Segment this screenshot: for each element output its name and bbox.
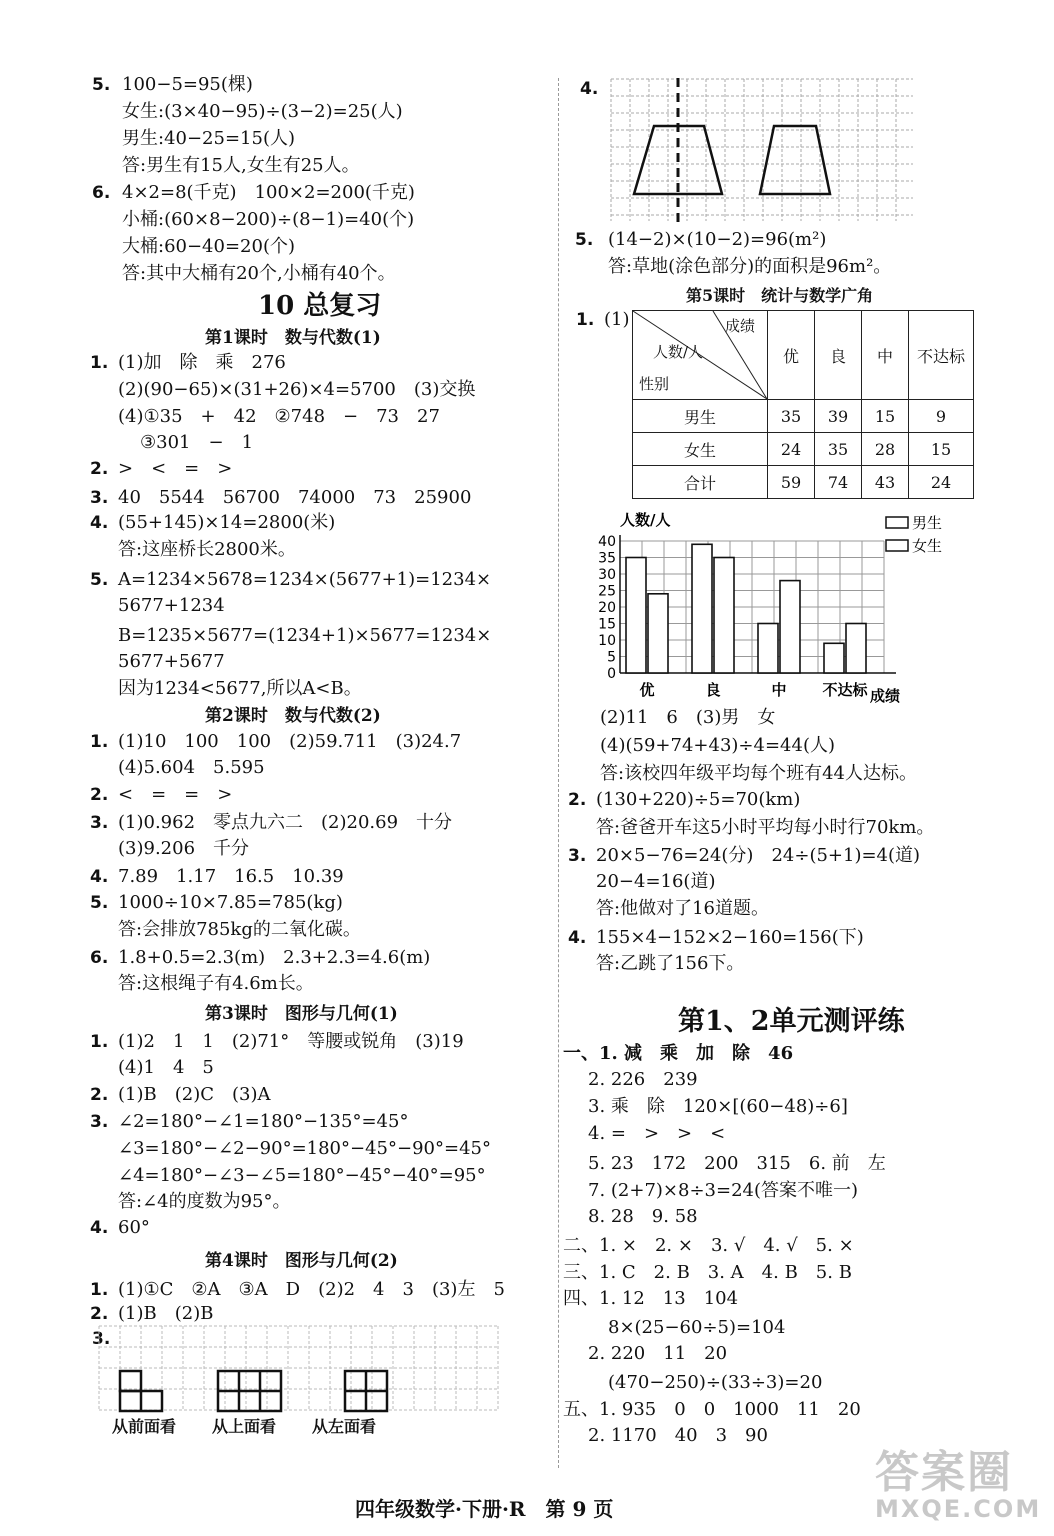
answer-line: 100−5=95(棵) (122, 74, 253, 95)
q-number: 3. (90, 1112, 109, 1132)
category-label: 不达标 (822, 681, 868, 699)
chart-ylabel: 人数/人 (620, 511, 671, 529)
y-tick-label: 5 (607, 649, 616, 666)
bar-boys (758, 624, 778, 674)
answer-line: 2. 220 11 20 (588, 1343, 728, 1364)
answer-line: 答:这座桥长2800米。 (118, 539, 296, 560)
table-cell: 9 (909, 400, 974, 433)
header-gender: 性别 (639, 375, 670, 393)
answer-line: 因为1234<5677,所以A<B。 (118, 678, 362, 699)
q-number: 4. (90, 1218, 109, 1238)
answer-line: (55+145)×14=2800(米) (118, 512, 336, 533)
answer-line: (4)(59+74+43)÷4=44(人) (600, 735, 835, 756)
answer-line: (4)1 4 5 (118, 1057, 214, 1078)
answer-line: ③301 − 1 (140, 432, 254, 453)
answer-line: 5. 23 172 200 315 6. 前 左 (588, 1153, 886, 1174)
lesson-title: 第3课时 图形与几何(1) (205, 1004, 398, 1024)
lesson-title: 第4课时 图形与几何(2) (205, 1251, 398, 1271)
q-number: 6. (90, 948, 109, 968)
answer-line: (130+220)÷5=70(km) (596, 789, 801, 810)
answer-line: (4)5.604 5.595 (118, 757, 265, 778)
view-caption: 从上面看 (212, 1417, 277, 1436)
y-tick-label: 35 (598, 550, 616, 567)
answer-line: 20×5−76=24(分) 24÷(5+1)=4(道) (596, 845, 921, 866)
answer-line: (2)11 6 (3)男 女 (600, 707, 776, 728)
lesson-title: 第1课时 数与代数(1) (205, 328, 381, 348)
watermark-logo (875, 1447, 1045, 1530)
view-caption: 从前面看 (112, 1417, 177, 1436)
q-number: 3. (90, 813, 109, 833)
answer-line: 8×(25−60÷5)=104 (608, 1317, 786, 1338)
answer-line: 4×2=8(千克) 100×2=200(千克) (122, 182, 415, 203)
bar-boys (824, 643, 844, 673)
bar-boys (692, 544, 712, 673)
legend-label-boys: 男生 (912, 514, 943, 532)
answer-line: (3)9.206 千分 (118, 838, 250, 859)
table-cell: 35 (768, 400, 815, 433)
chart-xlabel: 成绩 (870, 687, 901, 705)
answer-line: 答:其中大桶有20个,小桶有40个。 (122, 263, 396, 284)
header-score: 成绩 (725, 317, 756, 335)
q-number: 1. (90, 1032, 109, 1052)
header-people: 人数/人 (653, 343, 704, 361)
q-number: 4. (90, 867, 109, 887)
bar-girls (714, 558, 734, 674)
view-caption: 从左面看 (312, 1417, 377, 1436)
q-number: 1. (90, 353, 109, 373)
answer-line: (1)2 1 1 (2)71° 等腰或锐角 (3)19 (118, 1031, 464, 1052)
answer-line: 四、1. 12 13 104 (563, 1288, 739, 1309)
y-tick-label: 40 (598, 534, 616, 550)
answer-line: 40 5544 56700 74000 73 25900 (118, 487, 472, 508)
answer-line: 五、1. 935 0 0 1000 11 20 (563, 1399, 861, 1420)
answer-line: 答:男生有15人,女生有25人。 (122, 155, 360, 176)
answer-line: 答:爸爸开车这5小时平均每小时行70km。 (596, 817, 935, 838)
answer-line: 7. (2+7)×8÷3=24(答案不唯一) (588, 1180, 859, 1201)
answer-line: (1)B (2)C (3)A (118, 1084, 271, 1105)
answer-line: (1)加 除 乘 276 (118, 352, 286, 373)
answer-line: 三、1. C 2. B 3. A 4. B 5. B (563, 1262, 852, 1283)
col-header: 良 (815, 311, 862, 400)
answer-line: < = = > (118, 784, 233, 805)
q-number: 1. (90, 732, 109, 752)
y-tick-label: 20 (598, 600, 616, 616)
table-cell: 24 (909, 466, 974, 499)
watermark-line2: MXQE.COM (875, 1495, 1042, 1523)
answer-line: (4)①35 + 42 ②748 − 73 27 (118, 406, 440, 427)
q-number: 6. (92, 183, 111, 203)
answer-line: 答:乙跳了156下。 (596, 953, 745, 974)
q-number: 1. (90, 1280, 109, 1300)
table-cell: 74 (815, 466, 862, 499)
stats-table (632, 310, 974, 499)
q-number: 3. (568, 846, 587, 866)
y-tick-label: 25 (598, 583, 616, 600)
answer-line: 1.8+0.5=2.3(m) 2.3+2.3=4.6(m) (118, 947, 431, 968)
lesson-title: 第5课时 统计与数学广角 (686, 286, 874, 305)
answer-line: (1)①C ②A ③A D (2)2 4 3 (3)左 5 (118, 1279, 505, 1300)
answer-line: 答:草地(涂色部分)的面积是96m²。 (608, 256, 892, 277)
answer-line: (14−2)×(10−2)=96(m²) (608, 229, 827, 250)
answer-line: 答:会排放785kg的二氧化碳。 (118, 919, 361, 940)
answer-line: B=1235×5677=(1234+1)×5677=1234× (118, 625, 492, 646)
watermark-line1: 答案圈 (875, 1447, 1013, 1498)
answer-line: (470−250)÷(33÷3)=20 (608, 1372, 823, 1393)
answer-line: 2. 1170 40 3 90 (588, 1425, 768, 1446)
q-number: 4. (580, 79, 599, 99)
q-number: 5. (90, 893, 109, 913)
answer-line: ∠2=180°−∠1=180°−135°=45° (118, 1111, 409, 1132)
answer-line: 5677+1234 (118, 595, 225, 616)
y-tick-label: 30 (598, 567, 616, 583)
answer-line: 5677+5677 (118, 651, 225, 672)
answer-line: 答:他做对了16道题。 (596, 898, 769, 919)
q-number: 2. (90, 1304, 109, 1324)
answer-line: (1)B (2)B (118, 1303, 214, 1324)
bar-girls (780, 581, 800, 673)
answer-line: 一、1. 减 乘 加 除 46 (563, 1043, 794, 1064)
y-tick-label: 10 (598, 633, 616, 649)
answer-line: (1)10 100 100 (2)59.711 (3)24.7 (118, 731, 462, 752)
answer-line: 155×4−152×2−160=156(下) (596, 927, 864, 948)
section-title: 10 总复习 (258, 291, 382, 321)
answer-line: 答:这根绳子有4.6m长。 (118, 973, 314, 994)
q-number: 2. (90, 1085, 109, 1105)
legend-swatch-girls (886, 540, 908, 551)
answer-line: 4. = > > < (588, 1123, 726, 1144)
answer-line: (1) (604, 309, 630, 330)
table-cell: 28 (862, 433, 909, 466)
col-header: 中 (862, 311, 909, 400)
answer-line: 60° (118, 1217, 150, 1238)
answer-line: 7.89 1.17 16.5 10.39 (118, 866, 344, 887)
y-tick-label: 15 (598, 616, 616, 633)
category-label: 中 (771, 681, 787, 699)
category-label: 良 (705, 681, 721, 699)
table-cell: 15 (909, 433, 974, 466)
answer-line: (2)(90−65)×(31+26)×4=5700 (3)交换 (118, 379, 476, 400)
q-number: 5. (90, 570, 109, 590)
table-header-diagonal (633, 311, 768, 400)
column-divider (558, 78, 559, 1468)
bar-chart (590, 505, 943, 705)
row-label: 合计 (633, 466, 768, 499)
table-cell: 35 (815, 433, 862, 466)
table-cell: 59 (768, 466, 815, 499)
answer-line: 3. 乘 除 120×[(60−48)÷6] (588, 1096, 848, 1117)
q-number: 3. (90, 488, 109, 508)
answer-line: 20−4=16(道) (596, 871, 716, 892)
unit-test-title: 第1、2单元测评练 (678, 1006, 905, 1037)
col-header: 不达标 (909, 311, 974, 400)
table-cell: 15 (862, 400, 909, 433)
answer-line: > < = > (118, 458, 233, 479)
q-number: 5. (92, 75, 111, 95)
col-header: 优 (768, 311, 815, 400)
answer-line: 二、1. × 2. × 3. √ 4. √ 5. × (563, 1235, 854, 1256)
q-number: 4. (568, 928, 587, 948)
table-cell: 43 (862, 466, 909, 499)
table-cell: 39 (815, 400, 862, 433)
answer-line: 2. 226 239 (588, 1069, 698, 1090)
category-label: 优 (639, 681, 655, 699)
answer-line: 大桶:60−40=20(个) (122, 236, 295, 257)
answer-line: ∠4=180°−∠3−∠5=180°−45°−40°=95° (118, 1165, 486, 1186)
y-tick-label: 0 (607, 666, 616, 682)
table-row (633, 400, 974, 433)
answer-line: 1000÷10×7.85=785(kg) (118, 892, 343, 913)
answer-line: 女生:(3×40−95)÷(3−2)=25(人) (122, 101, 403, 122)
trapezoid-grid-figure (610, 78, 914, 222)
q-number: 1. (576, 310, 595, 330)
bar-girls (846, 624, 866, 674)
answer-line: 8. 28 9. 58 (588, 1206, 698, 1227)
answer-line: 答:该校四年级平均每个班有44人达标。 (600, 763, 917, 784)
q-number: 5. (575, 230, 594, 250)
bar-girls (648, 594, 668, 673)
answer-line: ∠3=180°−∠2−90°=180°−45°−90°=45° (118, 1138, 491, 1159)
table-row (633, 466, 974, 499)
q-number: 3. (92, 1329, 111, 1349)
lesson-title: 第2课时 数与代数(2) (205, 706, 381, 726)
bar-boys (626, 558, 646, 674)
page-footer: 四年级数学·下册·R 第 9 页 (355, 1497, 614, 1521)
answer-line: (1)0.962 零点九六二 (2)20.69 十分 (118, 812, 453, 833)
chart-legend (886, 514, 942, 555)
answer-line: 小桶:(60×8−200)÷(8−1)=40(个) (122, 209, 415, 230)
answer-line: 男生:40−25=15(人) (122, 128, 295, 149)
view-grid-figure (98, 1325, 518, 1415)
legend-label-girls: 女生 (912, 537, 943, 555)
table-row (633, 433, 974, 466)
answer-line: 答:∠4的度数为95°。 (118, 1191, 291, 1212)
q-number: 2. (90, 785, 109, 805)
row-label: 男生 (633, 400, 768, 433)
q-number: 2. (90, 459, 109, 479)
answer-line: A=1234×5678=1234×(5677+1)=1234× (118, 569, 492, 590)
legend-swatch-boys (886, 517, 908, 528)
q-number: 2. (568, 790, 587, 810)
row-label: 女生 (633, 433, 768, 466)
table-cell: 24 (768, 433, 815, 466)
q-number: 4. (90, 513, 109, 533)
